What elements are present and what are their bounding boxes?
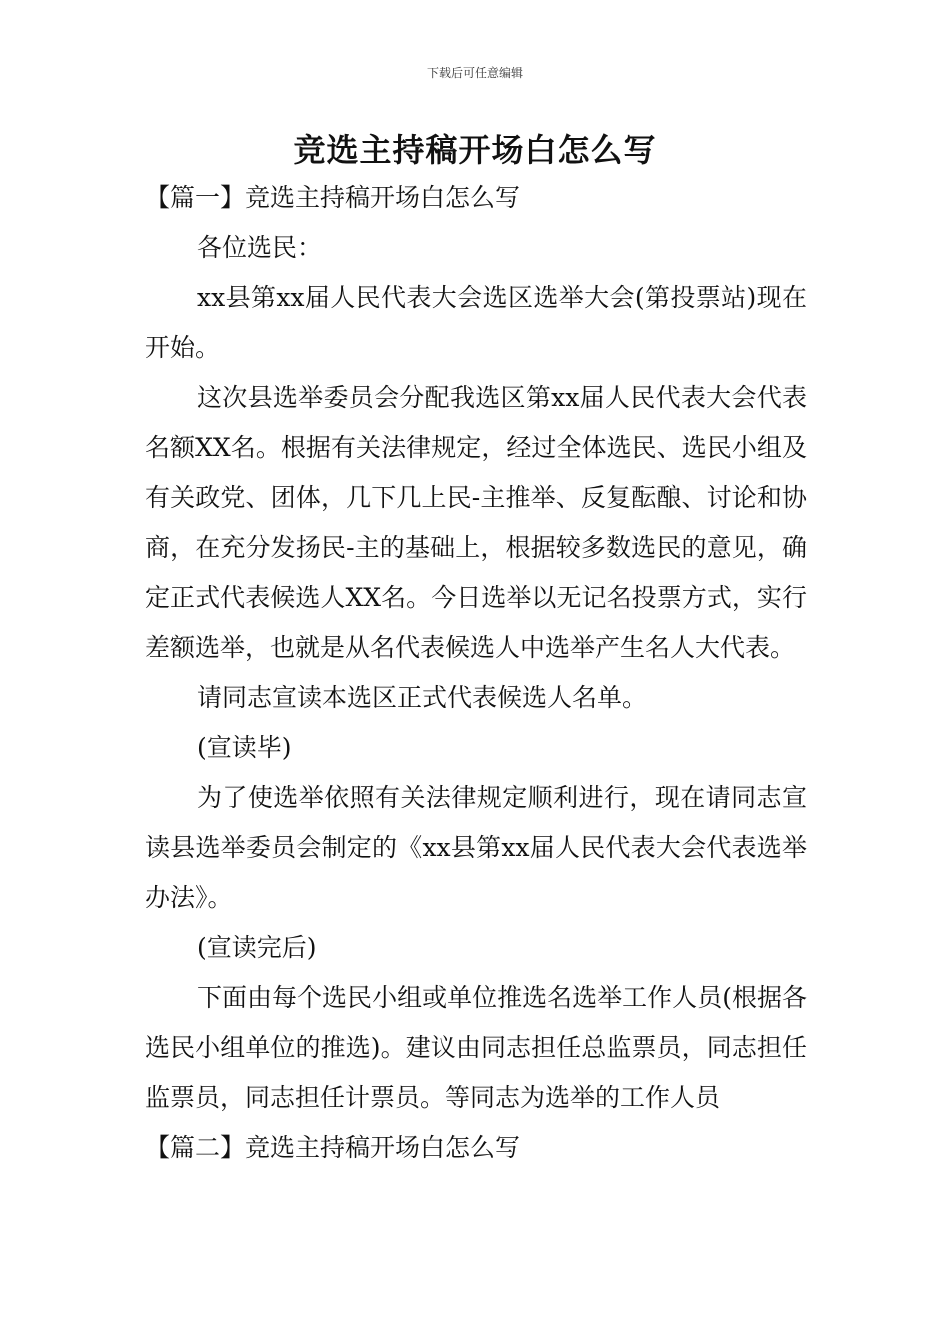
paragraph-opening: xx县第xx届人民代表大会选区选举大会(第投票站)现在开始。 [145,283,807,362]
header-note: 下载后可任意编辑 [426,66,523,80]
paragraph-greeting: 各位选民： [197,233,323,262]
paragraph-read-list: 请同志宣读本选区正式代表候选人名单。 [197,683,648,712]
page-title: 竞选主持稿开场白怎么写 [293,131,657,169]
section-heading-2: 【篇二】竞选主持稿开场白怎么写 [145,1133,521,1162]
paragraph-quota: 这次县选举委员会分配我选区第xx届人民代表大会代表名额XX名。根据有关法律规定，经过全体选民、选民小组及有关政党、团体，几下几上民-主推举、反复酝酿、讨论和协商，在充分发扬民-主的基础上，根据较多数选民的意见，确定正式代表候选人XX名。今日选举以无记名投票方式，实行差额选举，也就是从名代表候选人中选举产生名人大代表。 [145,383,807,662]
paragraph-staff: 下面由每个选民小组或单位推选名选举工作人员(根据各选民小组单位的推选)。建议由同志担任总监票员，同志担任监票员，同志担任计票员。等同志为选举的工作人员 [145,983,807,1112]
document-body [145,173,807,1173]
paragraph-read-done: (宣读毕) [197,733,292,762]
paragraph-read-complete: (宣读完后) [197,933,317,962]
paragraph-read-rules: 为了使选举依照有关法律规定顺利进行，现在请同志宣读县选举委员会制定的《xx县第xx届人民代表大会代表选举办法》。 [145,783,807,912]
section-heading-1: 【篇一】竞选主持稿开场白怎么写 [145,183,521,212]
